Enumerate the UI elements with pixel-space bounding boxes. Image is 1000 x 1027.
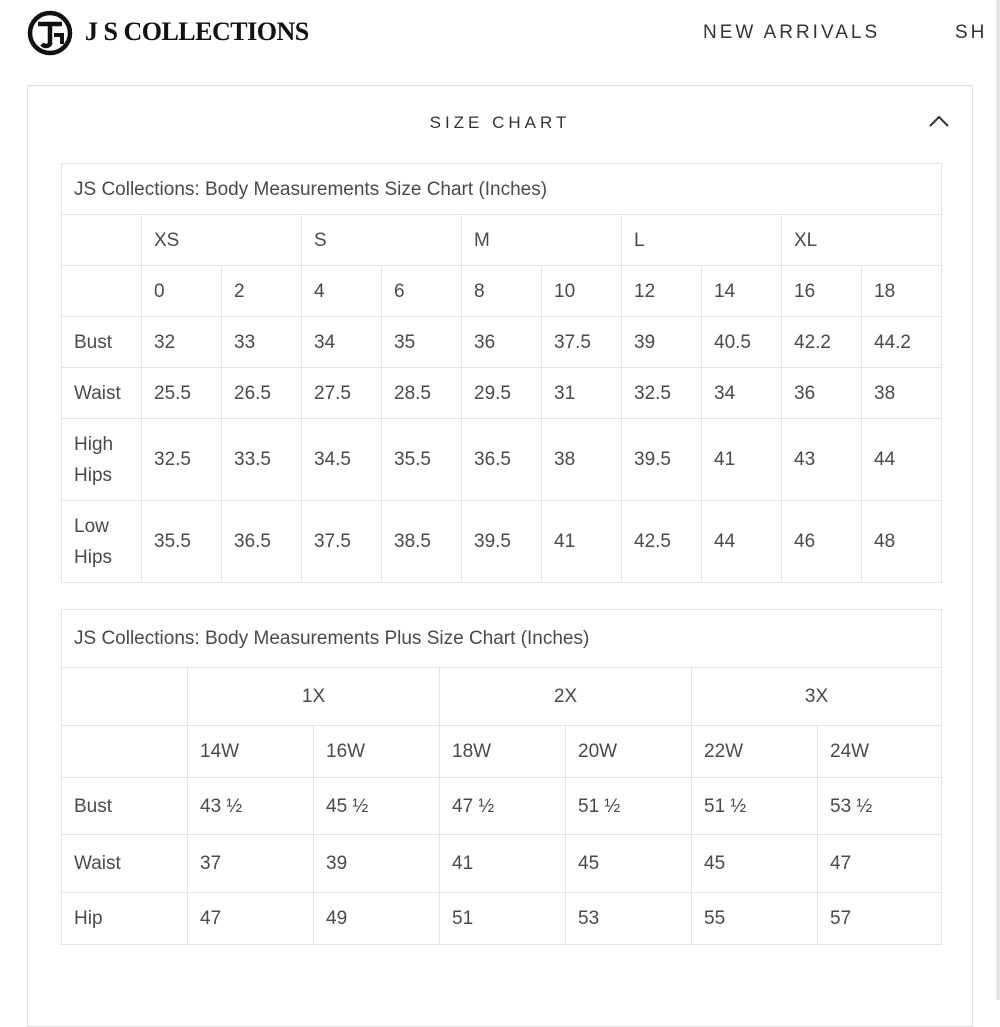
- table-cell: 36: [462, 317, 542, 368]
- table-cell: 28.5: [382, 368, 462, 419]
- table-cell: 53 ½: [818, 778, 942, 835]
- size-number: 20W: [566, 726, 692, 778]
- row-label: Bust: [62, 778, 188, 835]
- table-cell: 26.5: [222, 368, 302, 419]
- table-row-waist: [62, 368, 942, 419]
- empty-cell: [62, 726, 188, 778]
- table-cell: 48: [862, 501, 942, 583]
- size-group-1x: 1X: [188, 668, 440, 726]
- table-cell: 34: [302, 317, 382, 368]
- table-cell: 25.5: [142, 368, 222, 419]
- row-label: Bust: [62, 317, 142, 368]
- size-group-l: L: [622, 215, 782, 266]
- table-cell: 33.5: [222, 419, 302, 501]
- table-cell: 47: [818, 835, 942, 893]
- size-group-xs: XS: [142, 215, 302, 266]
- table-cell: 31: [542, 368, 622, 419]
- row-label: Waist: [62, 368, 142, 419]
- plus-size-group-row: [62, 668, 942, 726]
- table-cell: 34: [702, 368, 782, 419]
- row-label: Hip: [62, 893, 188, 945]
- plus-size-chart-table: [61, 609, 942, 945]
- size-number: 10: [542, 266, 622, 317]
- js-monogram-logo-icon[interactable]: [27, 10, 73, 56]
- table-cell: 37.5: [542, 317, 622, 368]
- size-number: 0: [142, 266, 222, 317]
- site-header: [0, 0, 1000, 70]
- table-cell: 41: [440, 835, 566, 893]
- table-cell: 32.5: [142, 419, 222, 501]
- table-cell: 55: [692, 893, 818, 945]
- size-number: 16: [782, 266, 862, 317]
- table-cell: 51: [440, 893, 566, 945]
- size-group-xl: XL: [782, 215, 942, 266]
- table-cell: 27.5: [302, 368, 382, 419]
- table-cell: 41: [542, 501, 622, 583]
- size-group-m: M: [462, 215, 622, 266]
- table-cell: 40.5: [702, 317, 782, 368]
- table-cell: 39: [314, 835, 440, 893]
- table-cell: 35.5: [142, 501, 222, 583]
- size-chart-heading[interactable]: SIZE CHART: [429, 113, 571, 132]
- table-cell: 45 ½: [314, 778, 440, 835]
- table-cell: 39: [622, 317, 702, 368]
- size-chart-panel: [27, 85, 973, 1027]
- table-cell: 41: [702, 419, 782, 501]
- table-cell: 42.2: [782, 317, 862, 368]
- table-cell: 47: [188, 893, 314, 945]
- size-number: 14W: [188, 726, 314, 778]
- brand-name[interactable]: J S COLLECTIONS: [85, 17, 309, 46]
- row-label: High Hips: [62, 419, 142, 501]
- table-cell: 38: [862, 368, 942, 419]
- empty-cell: [62, 215, 142, 266]
- table-row-bust: [62, 317, 942, 368]
- table-cell: 36.5: [462, 419, 542, 501]
- size-number: 4: [302, 266, 382, 317]
- row-label: Waist: [62, 835, 188, 893]
- table-row-high-hips: [62, 419, 942, 501]
- table-cell: 36.5: [222, 501, 302, 583]
- size-number: 8: [462, 266, 542, 317]
- table-cell: 32: [142, 317, 222, 368]
- table-cell: 45: [566, 835, 692, 893]
- plus-size-number-row: [62, 726, 942, 778]
- table-cell: 44.2: [862, 317, 942, 368]
- table-cell: 38.5: [382, 501, 462, 583]
- scrollbar-track[interactable]: [996, 0, 1000, 1000]
- row-label: Low Hips: [62, 501, 142, 583]
- table-cell: 44: [702, 501, 782, 583]
- nav-shop[interactable]: SH: [955, 22, 988, 43]
- size-number-row: [62, 266, 942, 317]
- size-group-s: S: [302, 215, 462, 266]
- table-cell: 45: [692, 835, 818, 893]
- table-cell: 37.5: [302, 501, 382, 583]
- size-group-3x: 3X: [692, 668, 942, 726]
- table-cell: 33: [222, 317, 302, 368]
- plus-size-chart-caption: JS Collections: Body Measurements Plus Size Chart (Inches): [62, 610, 942, 668]
- table-cell: 37: [188, 835, 314, 893]
- size-number: 2: [222, 266, 302, 317]
- table-cell: 51 ½: [566, 778, 692, 835]
- empty-cell: [62, 266, 142, 317]
- table-cell: 29.5: [462, 368, 542, 419]
- table-cell: 43: [782, 419, 862, 501]
- size-number: 6: [382, 266, 462, 317]
- table-row-hip: [62, 893, 942, 945]
- table-row-bust: [62, 778, 942, 835]
- size-chart-table: [61, 163, 942, 583]
- empty-cell: [62, 668, 188, 726]
- table-cell: 36: [782, 368, 862, 419]
- table-cell: 47 ½: [440, 778, 566, 835]
- size-number: 16W: [314, 726, 440, 778]
- table-row-low-hips: [62, 501, 942, 583]
- size-number: 22W: [692, 726, 818, 778]
- table-cell: 44: [862, 419, 942, 501]
- table-cell: 46: [782, 501, 862, 583]
- size-number: 18W: [440, 726, 566, 778]
- nav-new-arrivals[interactable]: NEW ARRIVALS: [703, 22, 881, 43]
- table-cell: 57: [818, 893, 942, 945]
- size-chart-caption: JS Collections: Body Measurements Size Chart (Inches): [62, 164, 942, 215]
- table-row-waist: [62, 835, 942, 893]
- size-number: 14: [702, 266, 782, 317]
- size-number: 24W: [818, 726, 942, 778]
- size-number: 12: [622, 266, 702, 317]
- table-cell: 35.5: [382, 419, 462, 501]
- table-cell: 49: [314, 893, 440, 945]
- table-cell: 39.5: [622, 419, 702, 501]
- size-group-2x: 2X: [440, 668, 692, 726]
- table-cell: 51 ½: [692, 778, 818, 835]
- table-cell: 32.5: [622, 368, 702, 419]
- chevron-up-icon[interactable]: [928, 114, 950, 128]
- table-cell: 39.5: [462, 501, 542, 583]
- table-cell: 35: [382, 317, 462, 368]
- table-cell: 43 ½: [188, 778, 314, 835]
- table-cell: 34.5: [302, 419, 382, 501]
- table-cell: 38: [542, 419, 622, 501]
- size-number: 18: [862, 266, 942, 317]
- table-cell: 53: [566, 893, 692, 945]
- table-cell: 42.5: [622, 501, 702, 583]
- size-group-row: [62, 215, 942, 266]
